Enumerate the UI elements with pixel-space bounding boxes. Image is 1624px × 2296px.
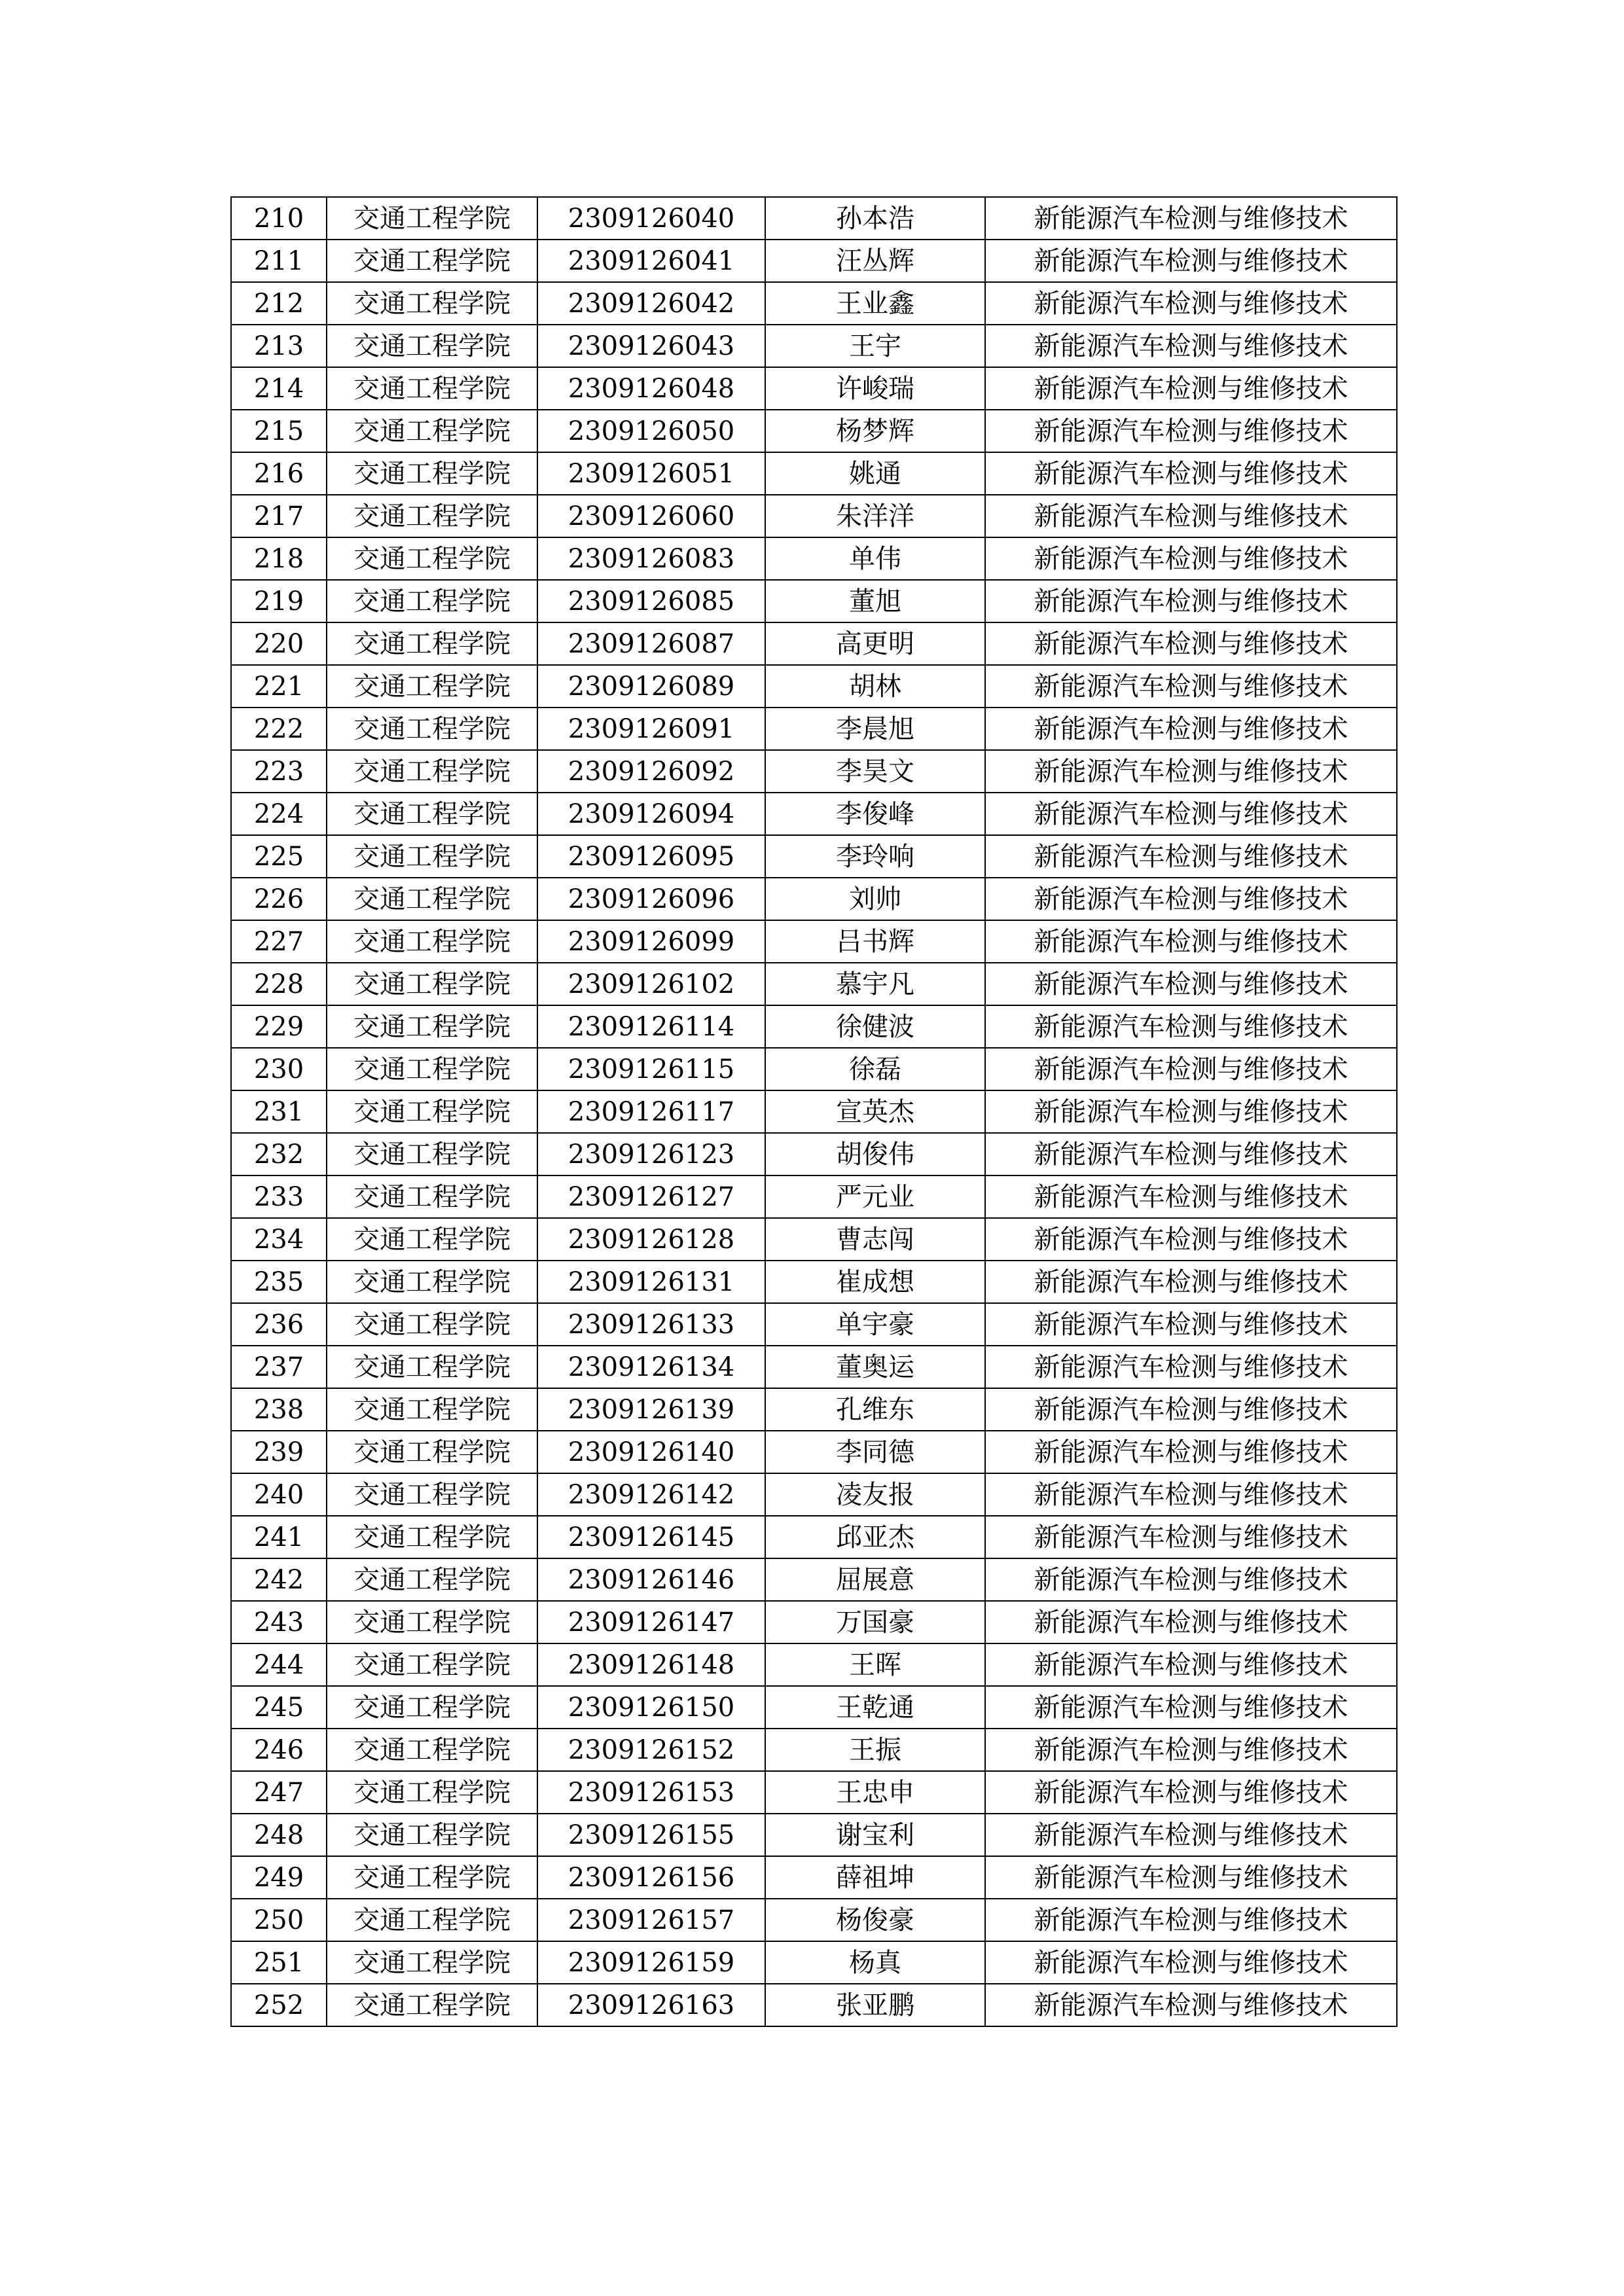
major-cell: 新能源汽车检测与维修技术 (985, 1431, 1397, 1473)
major-cell: 新能源汽车检测与维修技术 (985, 1388, 1397, 1431)
student-name-cell: 刘帅 (765, 878, 985, 920)
college-cell: 交通工程学院 (327, 1346, 537, 1388)
college-cell: 交通工程学院 (327, 1090, 537, 1133)
student-name-cell: 慕宇凡 (765, 963, 985, 1005)
student-name-cell: 李同德 (765, 1431, 985, 1473)
student-id-cell: 2309126155 (537, 1814, 765, 1856)
major-cell: 新能源汽车检测与维修技术 (985, 622, 1397, 665)
student-name-cell: 吕书辉 (765, 920, 985, 963)
table-row (231, 1048, 1397, 1090)
major-cell: 新能源汽车检测与维修技术 (985, 240, 1397, 282)
table-row (231, 452, 1397, 495)
table-row (231, 963, 1397, 1005)
college-cell: 交通工程学院 (327, 1558, 537, 1601)
row-index-cell: 226 (231, 878, 327, 920)
student-id-cell: 2309126042 (537, 282, 765, 325)
table-row (231, 580, 1397, 622)
student-id-cell: 2309126087 (537, 622, 765, 665)
table-row (231, 1686, 1397, 1729)
table-row (231, 835, 1397, 878)
table-row (231, 878, 1397, 920)
student-name-cell: 董旭 (765, 580, 985, 622)
college-cell: 交通工程学院 (327, 325, 537, 367)
college-cell: 交通工程学院 (327, 1388, 537, 1431)
student-id-cell: 2309126115 (537, 1048, 765, 1090)
student-id-cell: 2309126152 (537, 1729, 765, 1771)
college-cell: 交通工程学院 (327, 1686, 537, 1729)
student-name-cell: 崔成想 (765, 1261, 985, 1303)
row-index-cell: 244 (231, 1643, 327, 1686)
student-name-cell: 邱亚杰 (765, 1516, 985, 1558)
student-id-cell: 2309126133 (537, 1303, 765, 1346)
row-index-cell: 217 (231, 495, 327, 537)
student-id-cell: 2309126051 (537, 452, 765, 495)
major-cell: 新能源汽车检测与维修技术 (985, 1899, 1397, 1941)
student-id-cell: 2309126153 (537, 1771, 765, 1814)
row-index-cell: 211 (231, 240, 327, 282)
student-name-cell: 孔维东 (765, 1388, 985, 1431)
student-id-cell: 2309126157 (537, 1899, 765, 1941)
table-row (231, 1261, 1397, 1303)
table-row (231, 793, 1397, 835)
student-id-cell: 2309126146 (537, 1558, 765, 1601)
student-id-cell: 2309126085 (537, 580, 765, 622)
major-cell: 新能源汽车检测与维修技术 (985, 1303, 1397, 1346)
student-name-cell: 李俊峰 (765, 793, 985, 835)
table-row (231, 750, 1397, 793)
college-cell: 交通工程学院 (327, 750, 537, 793)
row-index-cell: 221 (231, 665, 327, 708)
student-id-cell: 2309126040 (537, 197, 765, 240)
major-cell: 新能源汽车检测与维修技术 (985, 835, 1397, 878)
student-id-cell: 2309126096 (537, 878, 765, 920)
student-name-cell: 朱洋洋 (765, 495, 985, 537)
student-name-cell: 王乾通 (765, 1686, 985, 1729)
table-row (231, 537, 1397, 580)
student-id-cell: 2309126041 (537, 240, 765, 282)
row-index-cell: 213 (231, 325, 327, 367)
major-cell: 新能源汽车检测与维修技术 (985, 1729, 1397, 1771)
student-name-cell: 徐健波 (765, 1005, 985, 1048)
major-cell: 新能源汽车检测与维修技术 (985, 1473, 1397, 1516)
student-name-cell: 孙本浩 (765, 197, 985, 240)
student-name-cell: 宣英杰 (765, 1090, 985, 1133)
table-row (231, 1558, 1397, 1601)
table-row (231, 1516, 1397, 1558)
student-id-cell: 2309126114 (537, 1005, 765, 1048)
table-row (231, 1218, 1397, 1261)
row-index-cell: 218 (231, 537, 327, 580)
table-row (231, 1431, 1397, 1473)
table-row (231, 1984, 1397, 2026)
student-id-cell: 2309126089 (537, 665, 765, 708)
college-cell: 交通工程学院 (327, 920, 537, 963)
college-cell: 交通工程学院 (327, 1431, 537, 1473)
major-cell: 新能源汽车检测与维修技术 (985, 1771, 1397, 1814)
student-name-cell: 李昊文 (765, 750, 985, 793)
row-index-cell: 250 (231, 1899, 327, 1941)
document-page (230, 196, 1396, 2027)
major-cell: 新能源汽车检测与维修技术 (985, 452, 1397, 495)
student-id-cell: 2309126123 (537, 1133, 765, 1175)
student-id-cell: 2309126117 (537, 1090, 765, 1133)
major-cell: 新能源汽车检测与维修技术 (985, 325, 1397, 367)
row-index-cell: 230 (231, 1048, 327, 1090)
row-index-cell: 234 (231, 1218, 327, 1261)
table-row (231, 282, 1397, 325)
student-id-cell: 2309126131 (537, 1261, 765, 1303)
student-name-cell: 谢宝利 (765, 1814, 985, 1856)
major-cell: 新能源汽车检测与维修技术 (985, 1048, 1397, 1090)
student-name-cell: 徐磊 (765, 1048, 985, 1090)
row-index-cell: 210 (231, 197, 327, 240)
college-cell: 交通工程学院 (327, 1048, 537, 1090)
student-name-cell: 王忠申 (765, 1771, 985, 1814)
row-index-cell: 216 (231, 452, 327, 495)
major-cell: 新能源汽车检测与维修技术 (985, 963, 1397, 1005)
college-cell: 交通工程学院 (327, 537, 537, 580)
student-name-cell: 杨梦辉 (765, 410, 985, 452)
student-id-cell: 2309126148 (537, 1643, 765, 1686)
row-index-cell: 247 (231, 1771, 327, 1814)
student-name-cell: 万国豪 (765, 1601, 985, 1643)
table-row (231, 1388, 1397, 1431)
major-cell: 新能源汽车检测与维修技术 (985, 665, 1397, 708)
row-index-cell: 229 (231, 1005, 327, 1048)
row-index-cell: 233 (231, 1175, 327, 1218)
table-row (231, 920, 1397, 963)
student-name-cell: 董奥运 (765, 1346, 985, 1388)
student-id-cell: 2309126060 (537, 495, 765, 537)
college-cell: 交通工程学院 (327, 410, 537, 452)
college-cell: 交通工程学院 (327, 1175, 537, 1218)
table-row (231, 1643, 1397, 1686)
row-index-cell: 215 (231, 410, 327, 452)
row-index-cell: 236 (231, 1303, 327, 1346)
row-index-cell: 246 (231, 1729, 327, 1771)
student-id-cell: 2309126140 (537, 1431, 765, 1473)
table-row (231, 1899, 1397, 1941)
student-id-cell: 2309126083 (537, 537, 765, 580)
student-name-cell: 张亚鹏 (765, 1984, 985, 2026)
student-name-cell: 单伟 (765, 537, 985, 580)
row-index-cell: 231 (231, 1090, 327, 1133)
major-cell: 新能源汽车检测与维修技术 (985, 1814, 1397, 1856)
student-name-cell: 王晖 (765, 1643, 985, 1686)
major-cell: 新能源汽车检测与维修技术 (985, 920, 1397, 963)
student-name-cell: 杨真 (765, 1941, 985, 1984)
student-id-cell: 2309126150 (537, 1686, 765, 1729)
college-cell: 交通工程学院 (327, 1601, 537, 1643)
row-index-cell: 251 (231, 1941, 327, 1984)
table-row (231, 665, 1397, 708)
student-id-cell: 2309126127 (537, 1175, 765, 1218)
college-cell: 交通工程学院 (327, 1771, 537, 1814)
row-index-cell: 214 (231, 367, 327, 410)
table-row (231, 410, 1397, 452)
college-cell: 交通工程学院 (327, 1005, 537, 1048)
table-row (231, 1346, 1397, 1388)
table-row (231, 1729, 1397, 1771)
student-name-cell: 薛祖坤 (765, 1856, 985, 1899)
major-cell: 新能源汽车检测与维修技术 (985, 1346, 1397, 1388)
major-cell: 新能源汽车检测与维修技术 (985, 1175, 1397, 1218)
college-cell: 交通工程学院 (327, 835, 537, 878)
major-cell: 新能源汽车检测与维修技术 (985, 1686, 1397, 1729)
student-roster-table (230, 196, 1398, 2027)
row-index-cell: 249 (231, 1856, 327, 1899)
college-cell: 交通工程学院 (327, 240, 537, 282)
student-id-cell: 2309126142 (537, 1473, 765, 1516)
row-index-cell: 235 (231, 1261, 327, 1303)
student-name-cell: 杨俊豪 (765, 1899, 985, 1941)
major-cell: 新能源汽车检测与维修技术 (985, 1558, 1397, 1601)
student-id-cell: 2309126147 (537, 1601, 765, 1643)
major-cell: 新能源汽车检测与维修技术 (985, 878, 1397, 920)
student-name-cell: 屈展意 (765, 1558, 985, 1601)
table-row (231, 1303, 1397, 1346)
student-name-cell: 王业鑫 (765, 282, 985, 325)
major-cell: 新能源汽车检测与维修技术 (985, 197, 1397, 240)
row-index-cell: 222 (231, 708, 327, 750)
student-id-cell: 2309126095 (537, 835, 765, 878)
major-cell: 新能源汽车检测与维修技术 (985, 495, 1397, 537)
table-row (231, 622, 1397, 665)
student-name-cell: 严元业 (765, 1175, 985, 1218)
college-cell: 交通工程学院 (327, 878, 537, 920)
college-cell: 交通工程学院 (327, 452, 537, 495)
college-cell: 交通工程学院 (327, 1856, 537, 1899)
major-cell: 新能源汽车检测与维修技术 (985, 1261, 1397, 1303)
row-index-cell: 212 (231, 282, 327, 325)
college-cell: 交通工程学院 (327, 708, 537, 750)
row-index-cell: 239 (231, 1431, 327, 1473)
row-index-cell: 243 (231, 1601, 327, 1643)
college-cell: 交通工程学院 (327, 1643, 537, 1686)
student-id-cell: 2309126043 (537, 325, 765, 367)
major-cell: 新能源汽车检测与维修技术 (985, 580, 1397, 622)
student-name-cell: 汪丛辉 (765, 240, 985, 282)
major-cell: 新能源汽车检测与维修技术 (985, 410, 1397, 452)
major-cell: 新能源汽车检测与维修技术 (985, 1090, 1397, 1133)
college-cell: 交通工程学院 (327, 665, 537, 708)
student-name-cell: 胡俊伟 (765, 1133, 985, 1175)
table-row (231, 240, 1397, 282)
college-cell: 交通工程学院 (327, 580, 537, 622)
table-row (231, 1090, 1397, 1133)
student-name-cell: 凌友报 (765, 1473, 985, 1516)
major-cell: 新能源汽车检测与维修技术 (985, 1941, 1397, 1984)
major-cell: 新能源汽车检测与维修技术 (985, 1516, 1397, 1558)
table-row (231, 1771, 1397, 1814)
table-row (231, 1814, 1397, 1856)
major-cell: 新能源汽车检测与维修技术 (985, 282, 1397, 325)
table-row (231, 1941, 1397, 1984)
student-id-cell: 2309126134 (537, 1346, 765, 1388)
table-row (231, 1005, 1397, 1048)
row-index-cell: 238 (231, 1388, 327, 1431)
row-index-cell: 237 (231, 1346, 327, 1388)
student-name-cell: 许峻瑞 (765, 367, 985, 410)
row-index-cell: 241 (231, 1516, 327, 1558)
student-id-cell: 2309126050 (537, 410, 765, 452)
row-index-cell: 245 (231, 1686, 327, 1729)
major-cell: 新能源汽车检测与维修技术 (985, 750, 1397, 793)
major-cell: 新能源汽车检测与维修技术 (985, 1643, 1397, 1686)
student-name-cell: 胡林 (765, 665, 985, 708)
student-name-cell: 单宇豪 (765, 1303, 985, 1346)
student-id-cell: 2309126159 (537, 1941, 765, 1984)
row-index-cell: 252 (231, 1984, 327, 2026)
row-index-cell: 224 (231, 793, 327, 835)
college-cell: 交通工程学院 (327, 197, 537, 240)
major-cell: 新能源汽车检测与维修技术 (985, 1218, 1397, 1261)
row-index-cell: 240 (231, 1473, 327, 1516)
table-row (231, 1133, 1397, 1175)
student-name-cell: 王宇 (765, 325, 985, 367)
row-index-cell: 228 (231, 963, 327, 1005)
student-name-cell: 曹志闯 (765, 1218, 985, 1261)
major-cell: 新能源汽车检测与维修技术 (985, 1005, 1397, 1048)
major-cell: 新能源汽车检测与维修技术 (985, 708, 1397, 750)
major-cell: 新能源汽车检测与维修技术 (985, 1601, 1397, 1643)
table-row (231, 325, 1397, 367)
student-name-cell: 李玲响 (765, 835, 985, 878)
student-name-cell: 姚通 (765, 452, 985, 495)
college-cell: 交通工程学院 (327, 793, 537, 835)
row-index-cell: 232 (231, 1133, 327, 1175)
college-cell: 交通工程学院 (327, 282, 537, 325)
student-id-cell: 2309126048 (537, 367, 765, 410)
table-row (231, 1175, 1397, 1218)
student-id-cell: 2309126099 (537, 920, 765, 963)
row-index-cell: 220 (231, 622, 327, 665)
row-index-cell: 225 (231, 835, 327, 878)
student-id-cell: 2309126139 (537, 1388, 765, 1431)
row-index-cell: 219 (231, 580, 327, 622)
college-cell: 交通工程学院 (327, 1473, 537, 1516)
table-row (231, 1473, 1397, 1516)
row-index-cell: 248 (231, 1814, 327, 1856)
college-cell: 交通工程学院 (327, 1814, 537, 1856)
student-name-cell: 李晨旭 (765, 708, 985, 750)
table-row (231, 1601, 1397, 1643)
table-row (231, 1856, 1397, 1899)
roster-body (231, 197, 1397, 2026)
student-name-cell: 王振 (765, 1729, 985, 1771)
table-row (231, 495, 1397, 537)
table-row (231, 197, 1397, 240)
table-row (231, 367, 1397, 410)
college-cell: 交通工程学院 (327, 495, 537, 537)
major-cell: 新能源汽车检测与维修技术 (985, 367, 1397, 410)
major-cell: 新能源汽车检测与维修技术 (985, 1984, 1397, 2026)
college-cell: 交通工程学院 (327, 1133, 537, 1175)
major-cell: 新能源汽车检测与维修技术 (985, 1133, 1397, 1175)
student-name-cell: 高更明 (765, 622, 985, 665)
student-id-cell: 2309126094 (537, 793, 765, 835)
row-index-cell: 227 (231, 920, 327, 963)
major-cell: 新能源汽车检测与维修技术 (985, 793, 1397, 835)
major-cell: 新能源汽车检测与维修技术 (985, 537, 1397, 580)
college-cell: 交通工程学院 (327, 1941, 537, 1984)
college-cell: 交通工程学院 (327, 1899, 537, 1941)
college-cell: 交通工程学院 (327, 622, 537, 665)
college-cell: 交通工程学院 (327, 963, 537, 1005)
college-cell: 交通工程学院 (327, 1303, 537, 1346)
student-id-cell: 2309126091 (537, 708, 765, 750)
student-id-cell: 2309126163 (537, 1984, 765, 2026)
college-cell: 交通工程学院 (327, 1261, 537, 1303)
college-cell: 交通工程学院 (327, 1984, 537, 2026)
student-id-cell: 2309126145 (537, 1516, 765, 1558)
major-cell: 新能源汽车检测与维修技术 (985, 1856, 1397, 1899)
row-index-cell: 223 (231, 750, 327, 793)
student-id-cell: 2309126156 (537, 1856, 765, 1899)
row-index-cell: 242 (231, 1558, 327, 1601)
college-cell: 交通工程学院 (327, 1516, 537, 1558)
student-id-cell: 2309126102 (537, 963, 765, 1005)
table-row (231, 708, 1397, 750)
student-id-cell: 2309126128 (537, 1218, 765, 1261)
college-cell: 交通工程学院 (327, 367, 537, 410)
student-id-cell: 2309126092 (537, 750, 765, 793)
college-cell: 交通工程学院 (327, 1218, 537, 1261)
college-cell: 交通工程学院 (327, 1729, 537, 1771)
